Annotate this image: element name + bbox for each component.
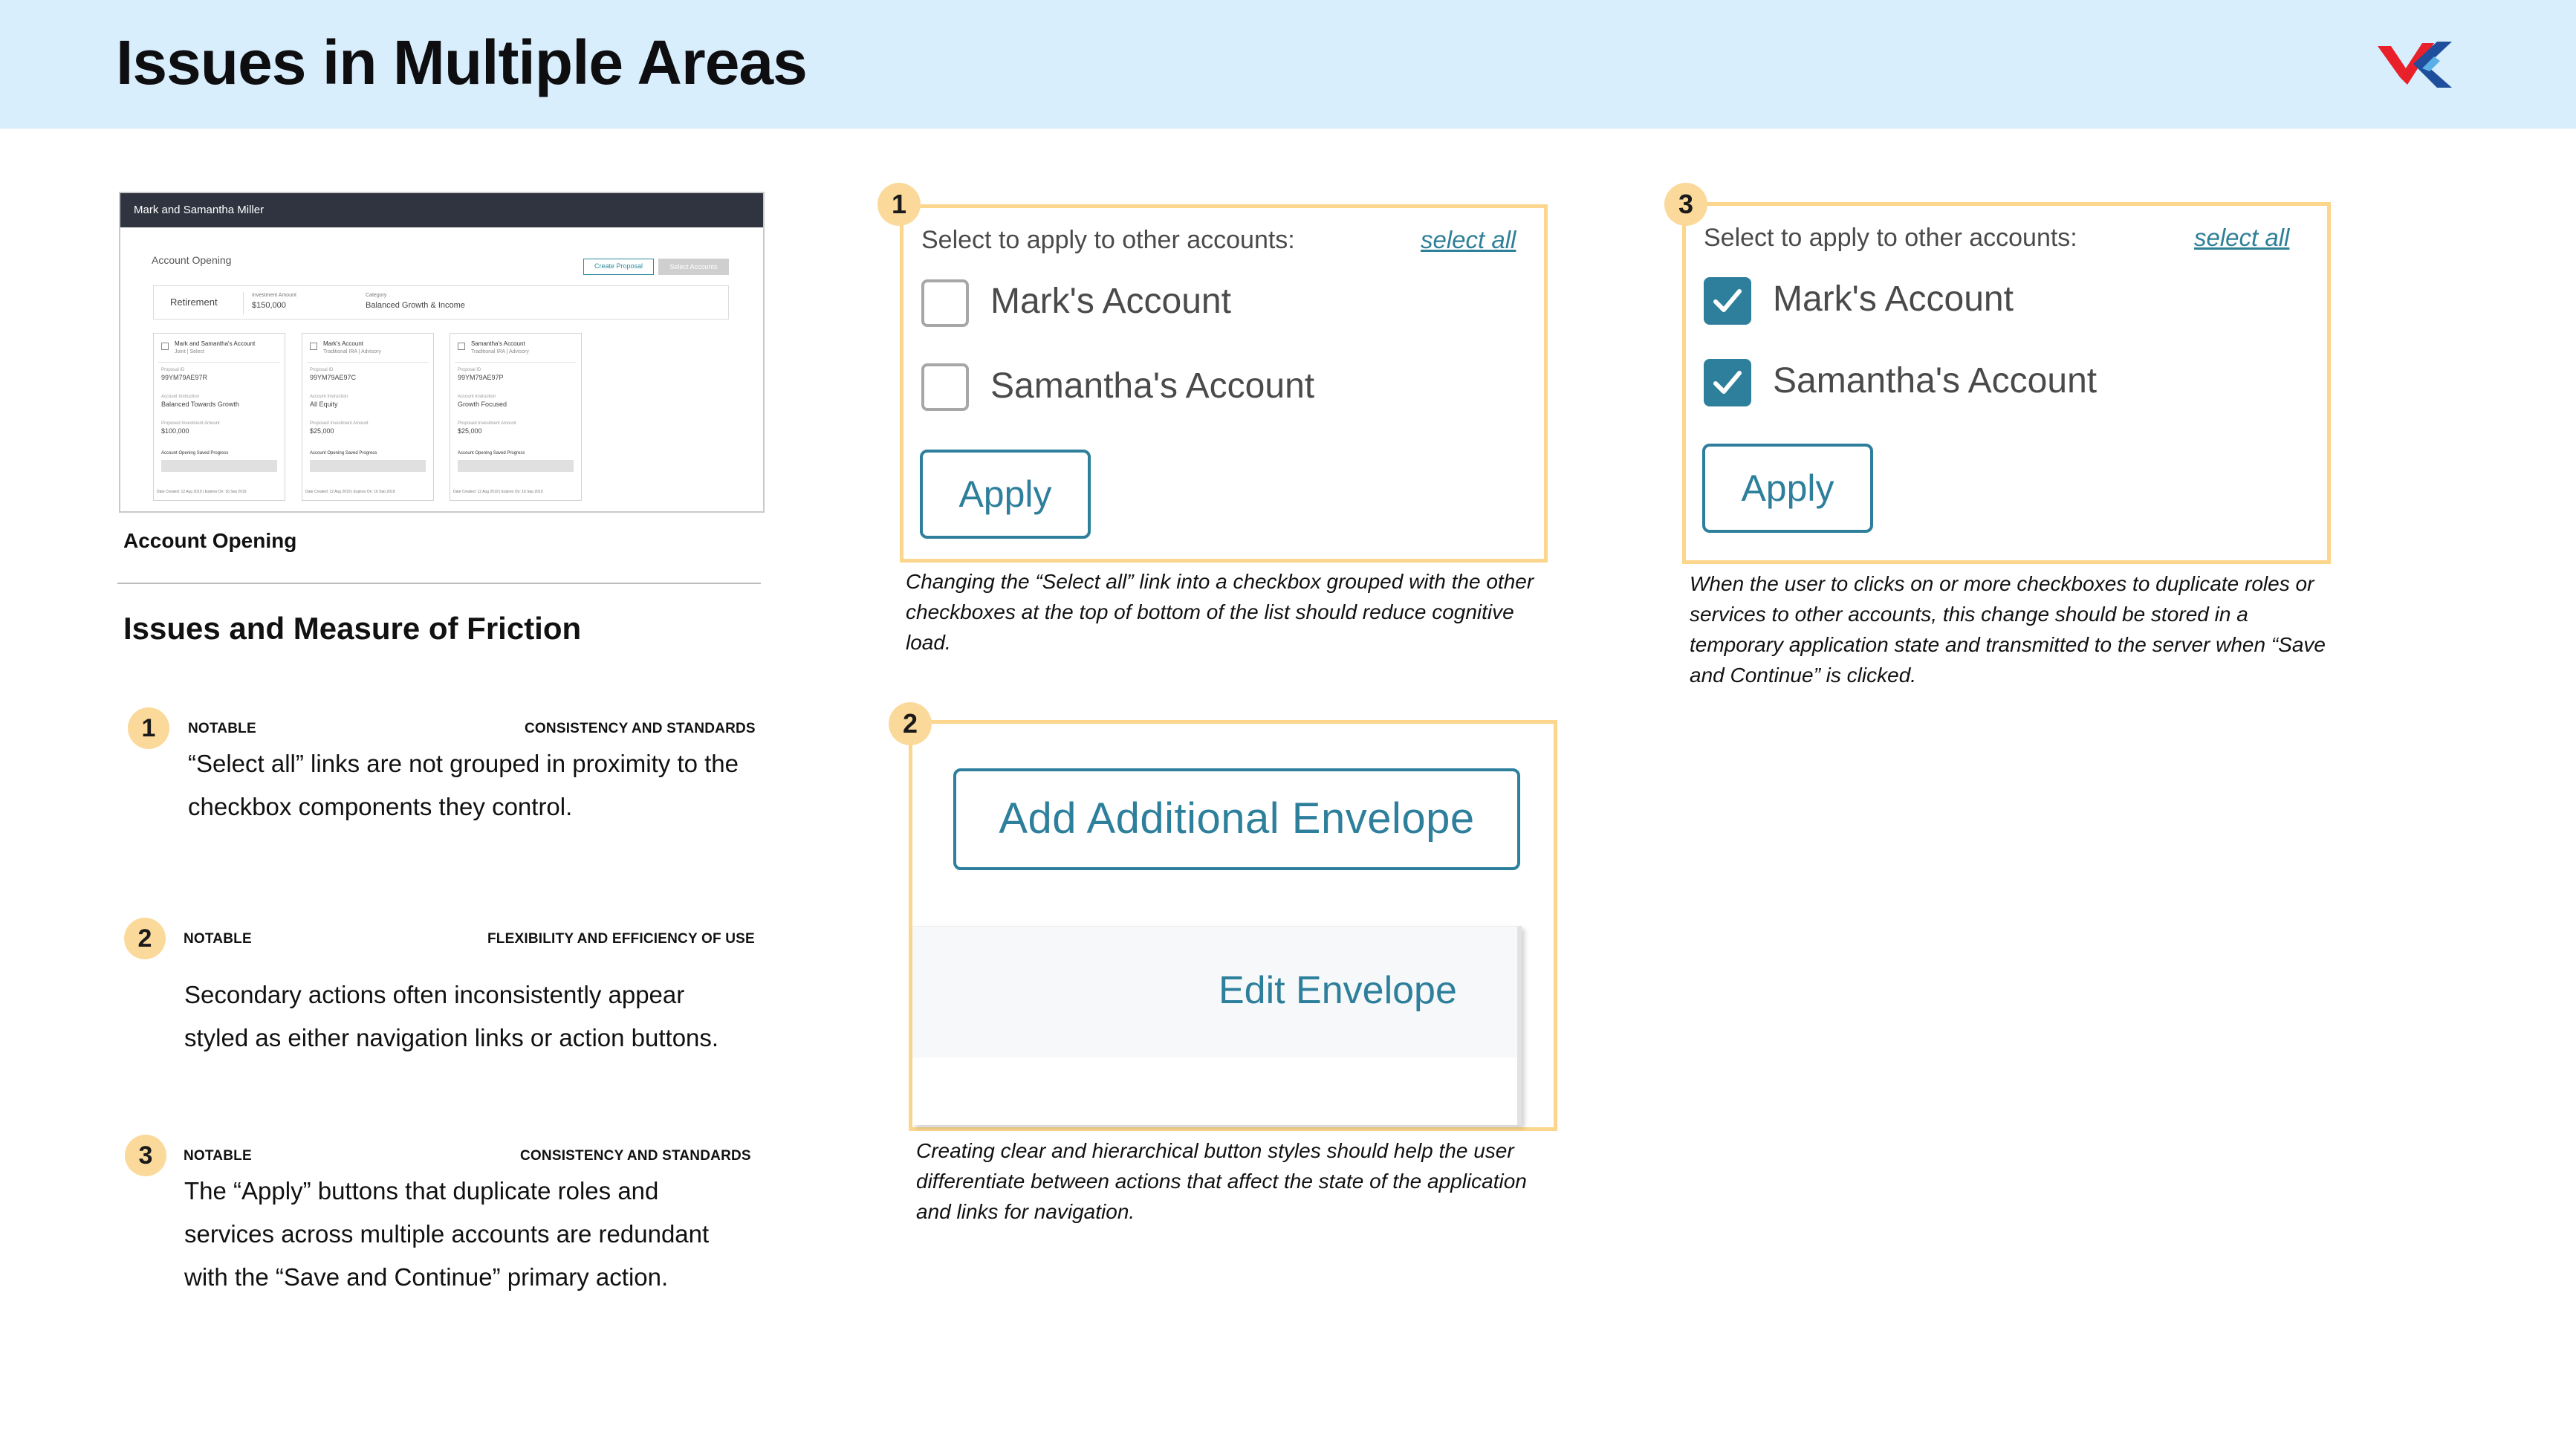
progress-bar <box>310 460 426 472</box>
apply-button[interactable]: Apply <box>920 450 1091 539</box>
samantha-account-label: Samantha's Account <box>1773 361 2098 401</box>
issue-number-badge: 2 <box>124 918 166 959</box>
caption-line: and links for navigation. <box>916 1200 1135 1223</box>
heuristic-tag: CONSISTENCY AND STANDARDS <box>525 721 756 736</box>
instruction-value: Balanced Towards Growth <box>161 401 239 408</box>
progress-label: Account Opening Saved Progress <box>458 451 525 456</box>
issue-description <box>184 973 779 1060</box>
account-opening-thumbnail <box>119 192 765 513</box>
progress-bar <box>161 460 277 472</box>
issue-line: Secondary actions often inconsistently appear <box>184 981 685 1008</box>
category-value: Balanced Growth & Income <box>366 301 465 310</box>
select-all-link[interactable]: select all <box>1421 226 1516 253</box>
issue-line: “Select all” links are not grouped in proximity to the <box>188 750 739 777</box>
example-number-badge: 2 <box>889 702 932 745</box>
caption-line: and Continue” is clicked. <box>1690 664 1917 687</box>
instruction-value: All Equity <box>310 401 338 408</box>
amount-field-label: Proposed Investment Amount <box>161 421 220 426</box>
thumbnail-caption: Account Opening <box>123 529 297 552</box>
instruction-label: Account Instruction <box>310 395 348 399</box>
caption-line: Creating clear and hierarchical button styles should help the user <box>916 1139 1514 1162</box>
samantha-account-label: Samantha's Account <box>990 366 1315 406</box>
issues-heading: Issues and Measure of Friction <box>123 611 582 646</box>
example-1-frame <box>900 204 1548 563</box>
account-checkbox[interactable] <box>161 343 169 350</box>
example-number-badge: 3 <box>1664 183 1707 226</box>
progress-bar <box>458 460 574 472</box>
proposal-id: 99YM79AE97R <box>161 374 208 381</box>
mark-account-label: Mark's Account <box>990 282 1231 321</box>
issue-line: styled as either navigation links or action buttons. <box>184 1024 719 1051</box>
summary-divider <box>243 292 244 314</box>
account-card-subtitle: Traditional IRA | Advisory <box>323 349 381 354</box>
envelope-panel <box>912 926 1522 1125</box>
samantha-account-checkbox[interactable] <box>1704 359 1751 406</box>
account-card[interactable] <box>450 333 582 501</box>
card-footer: Date Created: 12 Aug 2019 | Expires On: 16 Sep 2019 <box>453 490 543 494</box>
severity-tag: NOTABLE <box>184 931 252 947</box>
vk-logo-icon <box>2378 39 2464 91</box>
issue-line: with the “Save and Continue” primary action. <box>184 1263 669 1291</box>
section-divider <box>117 583 761 584</box>
caption-line: services to other accounts, this change should be stored in a <box>1690 603 2248 626</box>
account-card-title: Samantha's Account <box>471 340 525 347</box>
proposal-id: 99YM79AE97C <box>310 374 357 381</box>
page-title: Issues in Multiple Areas <box>116 27 807 97</box>
issue-number-badge: 1 <box>128 707 169 749</box>
issue-line: services across multiple accounts are redundant <box>184 1220 710 1248</box>
caption-line: load. <box>906 631 951 654</box>
instruction-label: Account Instruction <box>458 395 496 399</box>
thumbnail-client-bar: Mark and Samantha Miller <box>120 193 763 227</box>
account-card-title: Mark's Account <box>323 340 363 347</box>
amount-field-label: Proposed Investment Amount <box>310 421 369 426</box>
instruction-label: Account Instruction <box>161 395 200 399</box>
caption-line: differentiate between actions that affect the state of the application <box>916 1170 1527 1193</box>
amount-field-value: $25,000 <box>458 427 482 435</box>
envelope-panel-header <box>912 927 1517 1057</box>
account-card[interactable] <box>153 333 285 501</box>
card-footer: Date Created: 12 Aug 2019 | Expires On: 16 Sep 2019 <box>305 490 395 494</box>
mark-account-checkbox[interactable] <box>1704 277 1751 325</box>
apply-button[interactable]: Apply <box>1702 444 1873 533</box>
example-3-frame <box>1682 202 2331 564</box>
account-card-title: Mark and Samantha's Account <box>175 340 256 347</box>
amount-field-value: $25,000 <box>310 427 334 435</box>
amount-field-value: $100,000 <box>161 427 189 435</box>
issue-line: The “Apply” buttons that duplicate roles and <box>184 1177 659 1205</box>
proposal-label: Proposal ID <box>161 368 185 372</box>
example-1-caption <box>906 566 1545 658</box>
thumbnail-heading: Account Opening <box>152 254 232 266</box>
account-card[interactable] <box>302 333 434 501</box>
issue-number-badge: 3 <box>125 1135 166 1176</box>
amount-label: Investment Amount <box>252 293 296 298</box>
issue-description <box>188 742 782 829</box>
example-2-frame <box>909 720 1557 1131</box>
proposal-label: Proposal ID <box>458 368 481 372</box>
mark-account-checkbox[interactable] <box>921 279 969 327</box>
card-footer: Date Created: 12 Aug 2019 | Expires On: 16 Sep 2019 <box>157 490 247 494</box>
progress-label: Account Opening Saved Progress <box>310 451 377 456</box>
caption-line: Changing the “Select all” link into a checkbox grouped with the other <box>906 570 1534 593</box>
caption-line: temporary application state and transmitted to the server when “Save <box>1690 633 2326 656</box>
progress-label: Account Opening Saved Progress <box>161 451 229 456</box>
amount-field-label: Proposed Investment Amount <box>458 421 516 426</box>
card-divider <box>158 362 280 363</box>
severity-tag: NOTABLE <box>188 721 256 736</box>
create-proposal-button[interactable]: Create Proposal <box>583 259 654 275</box>
example-2-caption <box>916 1135 1555 1227</box>
instruction-value: Growth Focused <box>458 401 507 408</box>
amount-value: $150,000 <box>252 301 286 310</box>
account-card-subtitle: Traditional IRA | Advisory <box>471 349 529 354</box>
issue-description <box>184 1170 779 1299</box>
heuristic-tag: FLEXIBILITY AND EFFICIENCY OF USE <box>487 931 755 947</box>
account-card-subtitle: Joint | Select <box>175 349 204 354</box>
severity-tag: NOTABLE <box>184 1148 252 1164</box>
apply-to-label: Select to apply to other accounts: <box>921 226 1295 254</box>
caption-line: checkboxes at the top of bottom of the list should reduce cognitive <box>906 600 1514 623</box>
caption-line: When the user to clicks on or more checkboxes to duplicate roles or <box>1690 572 2314 595</box>
header-band <box>0 0 2576 129</box>
proposal-label: Proposal ID <box>310 368 334 372</box>
category-label: Category <box>366 293 387 298</box>
thumbnail-summary <box>153 285 729 320</box>
select-accounts-button[interactable]: Select Accounts <box>658 259 729 275</box>
checkmark-icon <box>1711 366 1744 399</box>
add-additional-envelope-button[interactable]: Add Additional Envelope <box>953 768 1520 870</box>
checkmark-icon <box>1711 285 1744 317</box>
example-number-badge: 1 <box>877 183 921 226</box>
goal-text: Retirement <box>170 296 218 308</box>
mark-account-label: Mark's Account <box>1773 279 2014 319</box>
card-divider <box>307 362 429 363</box>
example-3-caption <box>1690 568 2329 690</box>
account-checkbox[interactable] <box>310 343 317 350</box>
proposal-id: 99YM79AE97P <box>458 374 504 381</box>
heuristic-tag: CONSISTENCY AND STANDARDS <box>520 1148 751 1164</box>
samantha-account-checkbox[interactable] <box>921 363 969 411</box>
apply-to-label: Select to apply to other accounts: <box>1704 224 2077 252</box>
select-all-link[interactable]: select all <box>2194 224 2290 251</box>
issue-line: checkbox components they control. <box>188 793 573 820</box>
card-divider <box>455 362 577 363</box>
edit-envelope-link[interactable]: Edit Envelope <box>1219 969 1457 1012</box>
account-checkbox[interactable] <box>458 343 465 350</box>
